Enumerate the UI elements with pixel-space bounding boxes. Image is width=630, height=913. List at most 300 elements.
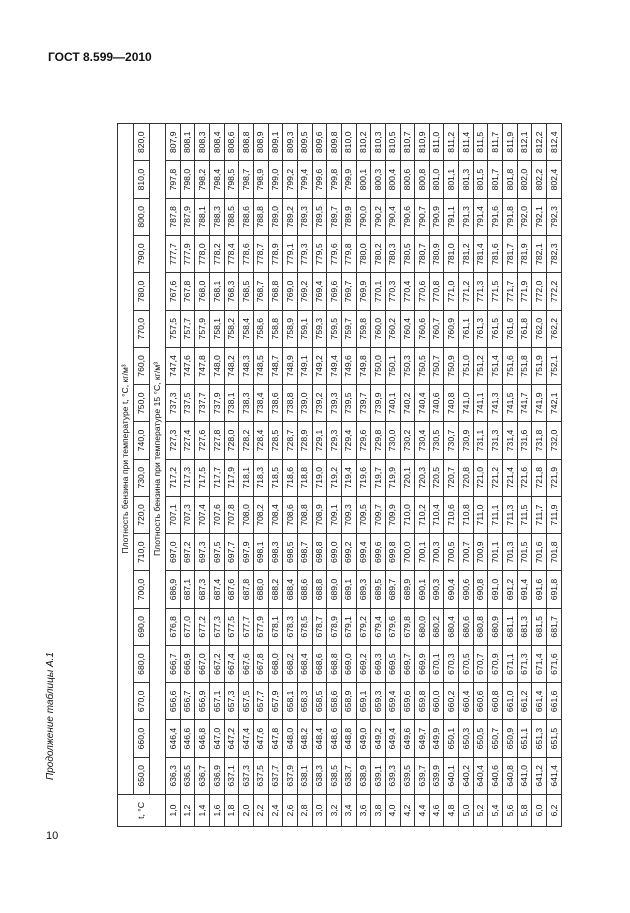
density-cell: 681,7 <box>547 608 562 645</box>
density-cell: 680,6 <box>459 608 474 645</box>
density-cell: 701,3 <box>503 534 518 571</box>
density-cell: 760,2 <box>385 310 400 347</box>
density-table <box>117 123 562 827</box>
density-cell: 740,6 <box>429 385 444 422</box>
density-cell: 708,0 <box>239 496 254 533</box>
density-cell: 708,6 <box>283 496 298 533</box>
temperature-cell: 3,6 <box>356 795 371 827</box>
density-cell: 669,3 <box>371 645 386 682</box>
density-cell: 670,5 <box>459 645 474 682</box>
density-cell: 802,2 <box>532 161 547 198</box>
table-row <box>444 124 459 827</box>
density-cell: 759,3 <box>312 310 327 347</box>
density-cell: 717,5 <box>195 459 210 496</box>
density-cell: 800,1 <box>356 161 371 198</box>
table-row <box>400 124 415 827</box>
density-cell: 639,7 <box>415 757 430 794</box>
density-cell: 690,4 <box>444 571 459 608</box>
density-cell: 701,1 <box>488 534 503 571</box>
temperature-cell: 3,0 <box>312 795 327 827</box>
density-cell: 801,0 <box>429 161 444 198</box>
density-cell: 671,6 <box>547 645 562 682</box>
density-cell: 741,3 <box>488 385 503 422</box>
temperature-cell: 1,0 <box>166 795 181 827</box>
density-cell: 687,3 <box>195 571 210 608</box>
temperature-cell: 5,8 <box>517 795 532 827</box>
density-cell: 689,3 <box>356 571 371 608</box>
density-cell: 749,6 <box>341 347 356 384</box>
density-cell: 759,5 <box>327 310 342 347</box>
density-cell: 748,5 <box>253 347 268 384</box>
density-cell: 750,1 <box>385 347 400 384</box>
density-cell: 636,5 <box>180 757 195 794</box>
density-cell: 697,3 <box>195 534 210 571</box>
density-cell: 799,8 <box>327 161 342 198</box>
density-cell: 681,5 <box>532 608 547 645</box>
density-cell: 771,3 <box>473 273 488 310</box>
density-cell: 660,6 <box>473 683 488 720</box>
density-cell: 779,8 <box>341 236 356 273</box>
density-cell: 729,1 <box>312 422 327 459</box>
density-cell: 680,8 <box>473 608 488 645</box>
density-cell: 670,9 <box>488 645 503 682</box>
density-cell: 801,5 <box>473 161 488 198</box>
density-cell: 750,0 <box>371 347 386 384</box>
density-cell: 799,4 <box>297 161 312 198</box>
density-cell: 812,2 <box>532 124 547 161</box>
density-cell: 718,8 <box>297 459 312 496</box>
density-cell: 810,9 <box>415 124 430 161</box>
table-row <box>356 124 371 827</box>
density-cell: 691,4 <box>517 571 532 608</box>
density-cell: 659,4 <box>385 683 400 720</box>
density-cell: 711,7 <box>532 496 547 533</box>
density-cell: 687,4 <box>209 571 224 608</box>
density-cell: 688,4 <box>283 571 298 608</box>
density-cell: 769,9 <box>356 273 371 310</box>
density-cell: 780,2 <box>371 236 386 273</box>
density-cell: 707,1 <box>166 496 181 533</box>
density-cell: 666,9 <box>180 645 195 682</box>
density-cell: 699,8 <box>385 534 400 571</box>
density-cell: 730,5 <box>429 422 444 459</box>
density-cell: 750,5 <box>415 347 430 384</box>
density-cell: 679,6 <box>385 608 400 645</box>
density-cell: 669,7 <box>400 645 415 682</box>
density-cell: 808,3 <box>195 124 210 161</box>
density-cell: 646,8 <box>195 720 210 757</box>
density-cell: 649,7 <box>415 720 430 757</box>
density-cell: 761,8 <box>517 310 532 347</box>
density-cell: 657,9 <box>268 683 283 720</box>
density-cell: 707,6 <box>209 496 224 533</box>
density-cell: 658,9 <box>341 683 356 720</box>
density-cell: 789,2 <box>283 198 298 235</box>
density-cell: 687,8 <box>239 571 254 608</box>
density-cell: 767,6 <box>166 273 181 310</box>
density-cell: 740,2 <box>400 385 415 422</box>
density-cell: 809,8 <box>327 124 342 161</box>
temperature-cell: 2,2 <box>253 795 268 827</box>
table-row <box>459 124 474 827</box>
temperature-cell: 1,6 <box>209 795 224 827</box>
density-cell: 811,0 <box>429 124 444 161</box>
density-cell: 780,0 <box>356 236 371 273</box>
density-cell: 778,7 <box>253 236 268 273</box>
density-cell: 649,2 <box>371 720 386 757</box>
density-cell: 737,5 <box>180 385 195 422</box>
density-cell: 668,4 <box>297 645 312 682</box>
density-cell: 721,6 <box>517 459 532 496</box>
density-cell: 761,6 <box>503 310 518 347</box>
page-number: 10 <box>46 830 59 842</box>
density-column-header: 800,0 <box>134 198 150 235</box>
density-cell: 668,0 <box>268 645 283 682</box>
density-cell: 757,7 <box>180 310 195 347</box>
table-row <box>283 124 298 827</box>
density-cell: 649,9 <box>429 720 444 757</box>
density-cell: 670,1 <box>429 645 444 682</box>
density-cell: 738,6 <box>268 385 283 422</box>
temperature-cell: 6,0 <box>532 795 547 827</box>
density-cell: 780,7 <box>415 236 430 273</box>
density-cell: 718,6 <box>283 459 298 496</box>
density-cell: 757,9 <box>195 310 210 347</box>
density-cell: 671,1 <box>503 645 518 682</box>
density-cell: 711,1 <box>488 496 503 533</box>
density-cell: 661,4 <box>532 683 547 720</box>
density-cell: 690,1 <box>415 571 430 608</box>
density-cell: 761,1 <box>459 310 474 347</box>
density-cell: 741,5 <box>503 385 518 422</box>
density-cell: 739,3 <box>327 385 342 422</box>
density-cell: 648,8 <box>341 720 356 757</box>
density-cell: 700,3 <box>429 534 444 571</box>
density-cell: 707,4 <box>195 496 210 533</box>
temperature-cell: 4,6 <box>429 795 444 827</box>
density-cell: 659,8 <box>415 683 430 720</box>
density-cell: 739,2 <box>312 385 327 422</box>
density-cell: 751,9 <box>532 347 547 384</box>
density-cell: 778,9 <box>268 236 283 273</box>
density-cell: 802,0 <box>517 161 532 198</box>
density-cell: 661,6 <box>547 683 562 720</box>
density-cell: 771,0 <box>444 273 459 310</box>
density-cell: 719,6 <box>356 459 371 496</box>
density-cell: 790,6 <box>400 198 415 235</box>
density-cell: 789,9 <box>341 198 356 235</box>
density-cell: 739,0 <box>297 385 312 422</box>
density-cell: 791,1 <box>444 198 459 235</box>
density-cell: 792,3 <box>547 198 562 235</box>
density-cell: 657,1 <box>209 683 224 720</box>
density-cell: 678,3 <box>283 608 298 645</box>
temperature-cell: 4,2 <box>400 795 415 827</box>
density-cell: 748,3 <box>239 347 254 384</box>
density-cell: 690,3 <box>429 571 444 608</box>
temperature-cell: 5,6 <box>503 795 518 827</box>
density-cell: 697,2 <box>180 534 195 571</box>
density-cell: 789,3 <box>297 198 312 235</box>
density-cell: 798,9 <box>253 161 268 198</box>
density-cell: 749,4 <box>327 347 342 384</box>
temperature-cell: 3,2 <box>327 795 342 827</box>
density-cell: 676,8 <box>166 608 181 645</box>
density-cell: 646,6 <box>180 720 195 757</box>
density-cell: 641,4 <box>547 757 562 794</box>
density-cell: 741,1 <box>473 385 488 422</box>
density-cell: 767,8 <box>180 273 195 310</box>
density-cell: 762,2 <box>547 310 562 347</box>
density-cell: 749,8 <box>356 347 371 384</box>
density-cell: 677,9 <box>253 608 268 645</box>
density-cell: 637,5 <box>253 757 268 794</box>
density-cell: 729,3 <box>327 422 342 459</box>
table-row <box>224 124 239 827</box>
density-cell: 697,0 <box>166 534 181 571</box>
table-row <box>503 124 518 827</box>
density-cell: 798,0 <box>180 161 195 198</box>
density-cell: 731,4 <box>503 422 518 459</box>
table-row <box>166 124 181 827</box>
density-cell: 650,3 <box>459 720 474 757</box>
density-cell: 649,4 <box>385 720 400 757</box>
density-cell: 781,0 <box>444 236 459 273</box>
density-cell: 690,6 <box>459 571 474 608</box>
density-cell: 752,1 <box>547 347 562 384</box>
table-row <box>180 124 195 827</box>
density-column-header: 690,0 <box>134 608 150 645</box>
density-cell: 728,4 <box>253 422 268 459</box>
density-cell: 667,6 <box>239 645 254 682</box>
density-cell: 769,0 <box>283 273 298 310</box>
density-column-header: 730,0 <box>134 459 150 496</box>
density-cell: 768,0 <box>195 273 210 310</box>
density-cell: 799,2 <box>283 161 298 198</box>
density-cell: 800,6 <box>400 161 415 198</box>
density-cell: 791,6 <box>488 198 503 235</box>
density-cell: 681,3 <box>517 608 532 645</box>
density-cell: 650,9 <box>503 720 518 757</box>
density-cell: 731,8 <box>532 422 547 459</box>
density-cell: 700,9 <box>473 534 488 571</box>
density-cell: 771,5 <box>488 273 503 310</box>
density-cell: 779,1 <box>283 236 298 273</box>
density-cell: 688,0 <box>253 571 268 608</box>
table-row <box>517 124 532 827</box>
table-continuation-label: Продолжение таблицы А.1 <box>45 652 56 780</box>
density-cell: 707,3 <box>180 496 195 533</box>
density-cell: 651,5 <box>547 720 562 757</box>
document-header: ГОСТ 8.599—2010 <box>48 50 152 64</box>
density-cell: 738,8 <box>283 385 298 422</box>
density-cell: 770,6 <box>415 273 430 310</box>
density-cell: 771,9 <box>517 273 532 310</box>
density-cell: 657,3 <box>224 683 239 720</box>
density-cell: 648,2 <box>297 720 312 757</box>
density-cell: 738,4 <box>253 385 268 422</box>
density-cell: 800,3 <box>371 161 386 198</box>
density-cell: 810,0 <box>341 124 356 161</box>
density-cell: 668,2 <box>283 645 298 682</box>
density-cell: 748,2 <box>224 347 239 384</box>
density-cell: 678,9 <box>327 608 342 645</box>
density-cell: 780,5 <box>400 236 415 273</box>
density-cell: 691,8 <box>547 571 562 608</box>
density-cell: 660,8 <box>488 683 503 720</box>
density-cell: 719,0 <box>312 459 327 496</box>
density-cell: 808,4 <box>209 124 224 161</box>
density-cell: 689,5 <box>371 571 386 608</box>
density-cell: 799,9 <box>341 161 356 198</box>
density-cell: 799,0 <box>268 161 283 198</box>
density-cell: 677,5 <box>224 608 239 645</box>
density-cell: 689,1 <box>341 571 356 608</box>
density-cell: 732,0 <box>547 422 562 459</box>
temperature-cell: 5,4 <box>488 795 503 827</box>
density-cell: 728,9 <box>297 422 312 459</box>
density-cell: 637,3 <box>239 757 254 794</box>
temperature-cell: 3,4 <box>341 795 356 827</box>
density-cell: 679,4 <box>371 608 386 645</box>
density-cell: 768,7 <box>253 273 268 310</box>
density-cell: 792,1 <box>532 198 547 235</box>
density-cell: 640,1 <box>444 757 459 794</box>
density-cell: 788,1 <box>195 198 210 235</box>
top-caption: Плотность бензина при температуре t, °C, кг/м³ <box>118 124 134 795</box>
density-cell: 641,2 <box>532 757 547 794</box>
density-cell: 708,9 <box>312 496 327 533</box>
density-cell: 757,5 <box>166 310 181 347</box>
density-cell: 760,6 <box>415 310 430 347</box>
density-cell: 691,6 <box>532 571 547 608</box>
density-cell: 639,1 <box>371 757 386 794</box>
density-cell: 782,1 <box>532 236 547 273</box>
density-cell: 700,0 <box>400 534 415 571</box>
density-cell: 790,7 <box>415 198 430 235</box>
density-cell: 678,7 <box>312 608 327 645</box>
density-cell: 671,4 <box>532 645 547 682</box>
density-cell: 667,8 <box>253 645 268 682</box>
density-cell: 659,6 <box>400 683 415 720</box>
density-cell: 791,3 <box>459 198 474 235</box>
density-cell: 759,8 <box>356 310 371 347</box>
density-cell: 718,1 <box>239 459 254 496</box>
density-cell: 717,2 <box>166 459 181 496</box>
density-cell: 770,3 <box>385 273 400 310</box>
density-column-header: 710,0 <box>134 534 150 571</box>
sub-caption-row <box>150 124 166 827</box>
density-cell: 640,4 <box>473 757 488 794</box>
density-cell: 788,5 <box>224 198 239 235</box>
density-cell: 669,2 <box>356 645 371 682</box>
table-row <box>297 124 312 827</box>
table-row <box>239 124 254 827</box>
temperature-cell: 5,2 <box>473 795 488 827</box>
density-cell: 809,1 <box>268 124 283 161</box>
temperature-cell: 4,0 <box>385 795 400 827</box>
density-cell: 771,7 <box>503 273 518 310</box>
density-cell: 680,0 <box>415 608 430 645</box>
density-cell: 650,1 <box>444 720 459 757</box>
density-column-header: 820,0 <box>134 124 150 161</box>
density-cell: 700,5 <box>444 534 459 571</box>
density-cell: 658,1 <box>283 683 298 720</box>
density-cell: 798,7 <box>239 161 254 198</box>
density-cell: 721,2 <box>488 459 503 496</box>
density-cell: 811,7 <box>488 124 503 161</box>
density-cell: 668,6 <box>312 645 327 682</box>
density-cell: 758,1 <box>209 310 224 347</box>
density-cell: 798,4 <box>209 161 224 198</box>
density-cell: 681,1 <box>503 608 518 645</box>
density-cell: 667,0 <box>195 645 210 682</box>
density-cell: 778,2 <box>209 236 224 273</box>
density-cell: 751,2 <box>473 347 488 384</box>
density-cell: 679,8 <box>400 608 415 645</box>
density-cell: 639,3 <box>385 757 400 794</box>
density-cell: 768,8 <box>268 273 283 310</box>
density-cell: 680,9 <box>488 608 503 645</box>
temperature-cell: 2,4 <box>268 795 283 827</box>
density-cell: 720,7 <box>444 459 459 496</box>
density-cell: 808,8 <box>239 124 254 161</box>
density-cell: 721,4 <box>503 459 518 496</box>
density-cell: 739,7 <box>356 385 371 422</box>
table-row <box>532 124 547 827</box>
density-cell: 730,4 <box>415 422 430 459</box>
density-cell: 778,6 <box>239 236 254 273</box>
density-cell: 669,5 <box>385 645 400 682</box>
density-cell: 811,2 <box>444 124 459 161</box>
density-cell: 677,7 <box>239 608 254 645</box>
density-cell: 700,1 <box>415 534 430 571</box>
density-cell: 698,3 <box>268 534 283 571</box>
density-cell: 751,4 <box>488 347 503 384</box>
density-cell: 670,3 <box>444 645 459 682</box>
density-cell: 719,4 <box>341 459 356 496</box>
density-cell: 709,3 <box>341 496 356 533</box>
table-row <box>209 124 224 827</box>
density-cell: 741,0 <box>459 385 474 422</box>
density-cell: 669,0 <box>341 645 356 682</box>
density-cell: 812,4 <box>547 124 562 161</box>
density-cell: 637,1 <box>224 757 239 794</box>
density-cell: 747,4 <box>166 347 181 384</box>
density-cell: 688,2 <box>268 571 283 608</box>
density-cell: 809,6 <box>312 124 327 161</box>
density-cell: 711,9 <box>547 496 562 533</box>
density-cell: 810,7 <box>400 124 415 161</box>
density-cell: 689,0 <box>327 571 342 608</box>
table-row <box>385 124 400 827</box>
density-cell: 769,7 <box>341 273 356 310</box>
density-cell: 678,1 <box>268 608 283 645</box>
density-cell: 739,5 <box>341 385 356 422</box>
density-cell: 740,1 <box>385 385 400 422</box>
density-cell: 777,7 <box>166 236 181 273</box>
density-cell: 639,9 <box>429 757 444 794</box>
density-cell: 680,2 <box>429 608 444 645</box>
density-cell: 708,2 <box>253 496 268 533</box>
density-cell: 680,4 <box>444 608 459 645</box>
density-cell: 656,6 <box>166 683 181 720</box>
temperature-cell: 2,6 <box>283 795 298 827</box>
temperature-cell: 6,2 <box>547 795 562 827</box>
density-cell: 769,2 <box>297 273 312 310</box>
density-cell: 768,5 <box>239 273 254 310</box>
density-cell: 802,4 <box>547 161 562 198</box>
